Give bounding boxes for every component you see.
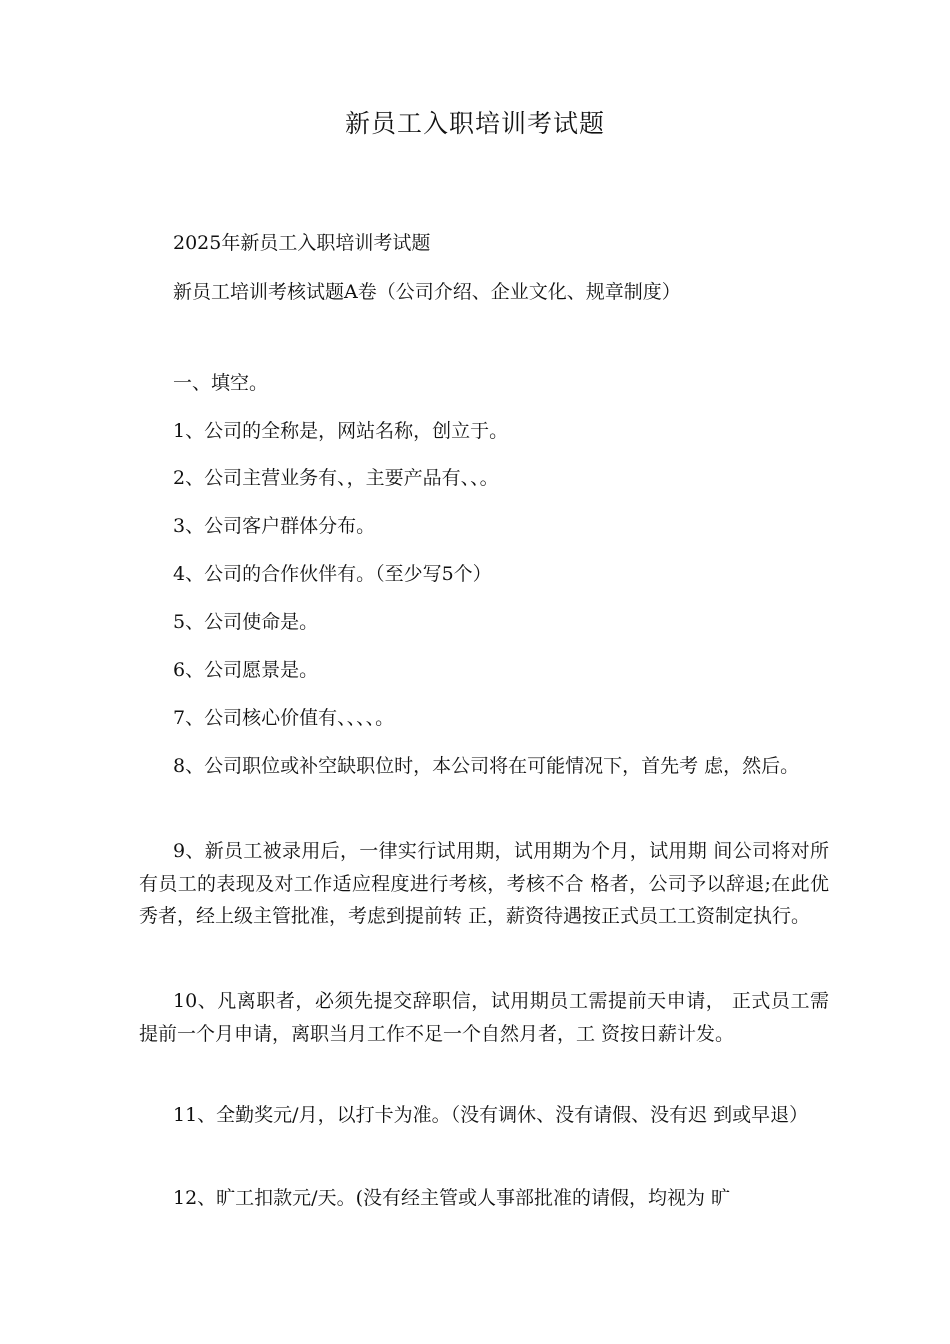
question-12: 12、旷工扣款元/天。(没有经主管或人事部批准的请假，均视为 旷 <box>173 1187 731 1209</box>
question-4: 4、公司的合作伙伴有。（至少写5个） <box>173 563 492 585</box>
question-11: 11、全勤奖元/月，以打卡为准。（没有调休、没有请假、没有迟 到或早退） <box>173 1104 809 1126</box>
document-title: 新员工入职培训考试题 <box>344 109 605 138</box>
question-5: 5、公司使命是。 <box>173 611 319 633</box>
exam-subtitle: 2025年新员工入职培训考试题 <box>173 232 431 254</box>
question-6: 6、公司愿景是。 <box>173 659 319 681</box>
question-2: 2、公司主营业务有、，主要产品有、、。 <box>173 467 499 489</box>
question-10: 10、凡离职者，必须先提交辞职信，试用期员工需提前天申请， 正式员工需提前一个月申请，离职当月工作不足一个自然月者，工 资按日薪计发。 <box>139 990 829 1045</box>
section-heading: 一、填空。 <box>173 372 269 394</box>
paper-name: 新员工培训考核试题A卷（公司介绍、企业文化、规章制度） <box>173 281 681 303</box>
question-7: 7、公司核心价值有、、、、。 <box>173 707 395 729</box>
question-1: 1、公司的全称是，网站名称，创立于。 <box>173 420 509 442</box>
question-8: 8、公司职位或补空缺职位时，本公司将在可能情况下，首先考 虑，然后。 <box>173 755 800 777</box>
question-3: 3、公司客户群体分布。 <box>173 515 376 537</box>
question-9: 9、新员工被录用后，一律实行试用期，试用期为个月，试用期 间公司将对所有员工的表现及对工作适应程度进行考核，考核不合 格者，公司予以辞退;在此优秀者，经上级主管批准，考虑到提前转 正，薪资待遇按正式员工工资制定执行。 <box>139 840 829 927</box>
